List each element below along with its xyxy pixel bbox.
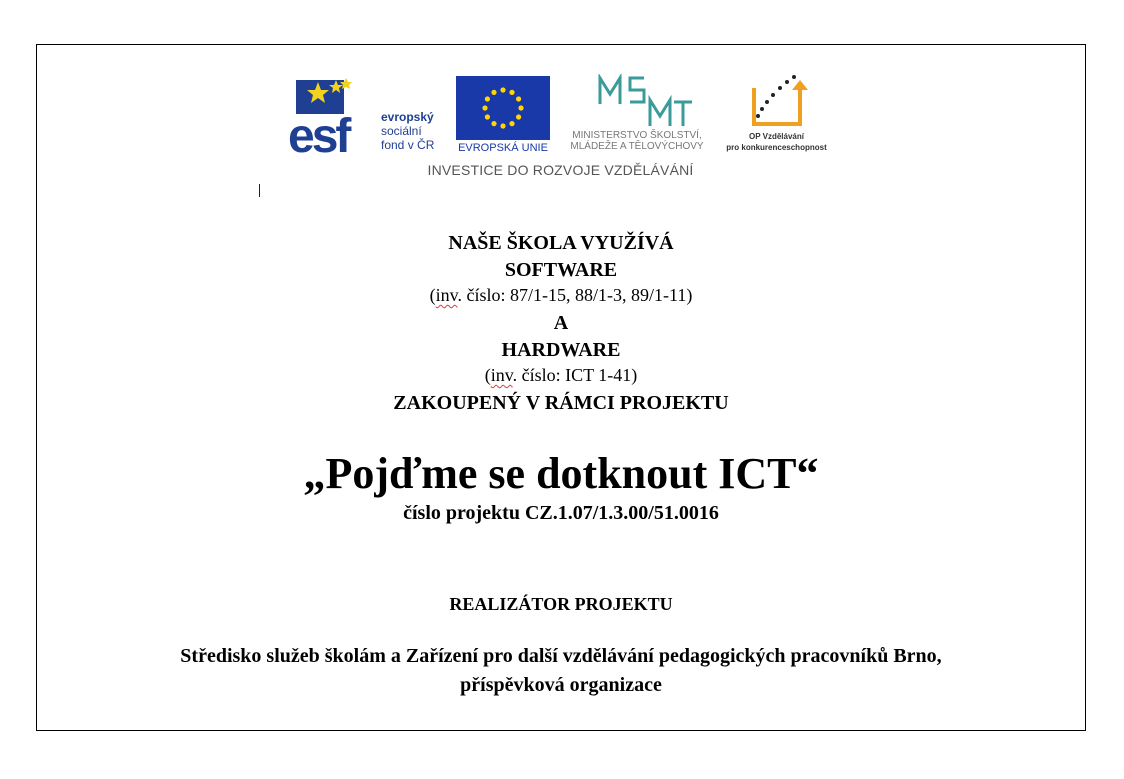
eu-flag-icon (456, 76, 550, 140)
msmt-mark-icon (556, 74, 718, 126)
heading-hardware: HARDWARE (501, 339, 621, 361)
esf-line3: fond v ČR (381, 138, 435, 152)
msmt-caption1: MINISTERSTVO ŠKOLSTVÍ, (572, 130, 702, 141)
heading-purchased-in-project: ZAKOUPENÝ V RÁMCI PROJEKTU (393, 392, 729, 414)
inv1-rest: . číslo: 87/1-15, 88/1-3, 89/1-11) (457, 285, 693, 305)
organization-line1: Středisko služeb školám a Zařízení pro další vzdělávání pedagogických pracovníků Brno, (180, 645, 942, 667)
project-number: číslo projektu CZ.1.07/1.3.00/51.0016 (403, 502, 719, 524)
eu-caption: EVROPSKÁ UNIE (458, 142, 548, 154)
inv2-rest: . číslo: ICT 1-41) (512, 365, 638, 385)
text-cursor (259, 184, 260, 197)
organization-line2: příspěvková organizace (460, 674, 662, 696)
msmt-logo (556, 74, 718, 154)
heading-school-uses: NAŠE ŠKOLA VYUŽÍVÁ (448, 232, 674, 254)
heading-and: A (553, 312, 569, 334)
op-caption1: OP Vzdělávání (749, 132, 804, 141)
heading-software: SOFTWARE (504, 259, 618, 281)
hardware-inventory-numbers (36, 365, 1086, 386)
op-logo (724, 74, 829, 154)
esf-line2: sociální (381, 124, 422, 138)
inv2-word: inv (490, 365, 513, 385)
investment-tagline: INVESTICE DO ROZVOJE VZDĚLÁVÁNÍ (427, 162, 694, 178)
software-inventory-numbers (36, 285, 1086, 306)
logo-strip (288, 74, 833, 184)
esf-line1: evropský (381, 110, 434, 124)
inv2-open-paren: ( (484, 365, 491, 385)
esf-logo (288, 76, 448, 154)
project-title: „Pojďme se dotknout ICT“ (303, 449, 819, 498)
inv1-word: inv (435, 285, 458, 305)
op-caption2: pro konkurenceschopnost (726, 143, 827, 152)
realizer-heading: REALIZÁTOR PROJEKTU (449, 594, 673, 614)
op-mark-icon (724, 74, 829, 128)
eu-logo (456, 76, 550, 154)
msmt-caption2: MLÁDEŽE A TĚLOVÝCHOVY (570, 141, 704, 152)
inv1-open-paren: ( (429, 285, 436, 305)
svg-text:esf: esf (288, 110, 349, 154)
